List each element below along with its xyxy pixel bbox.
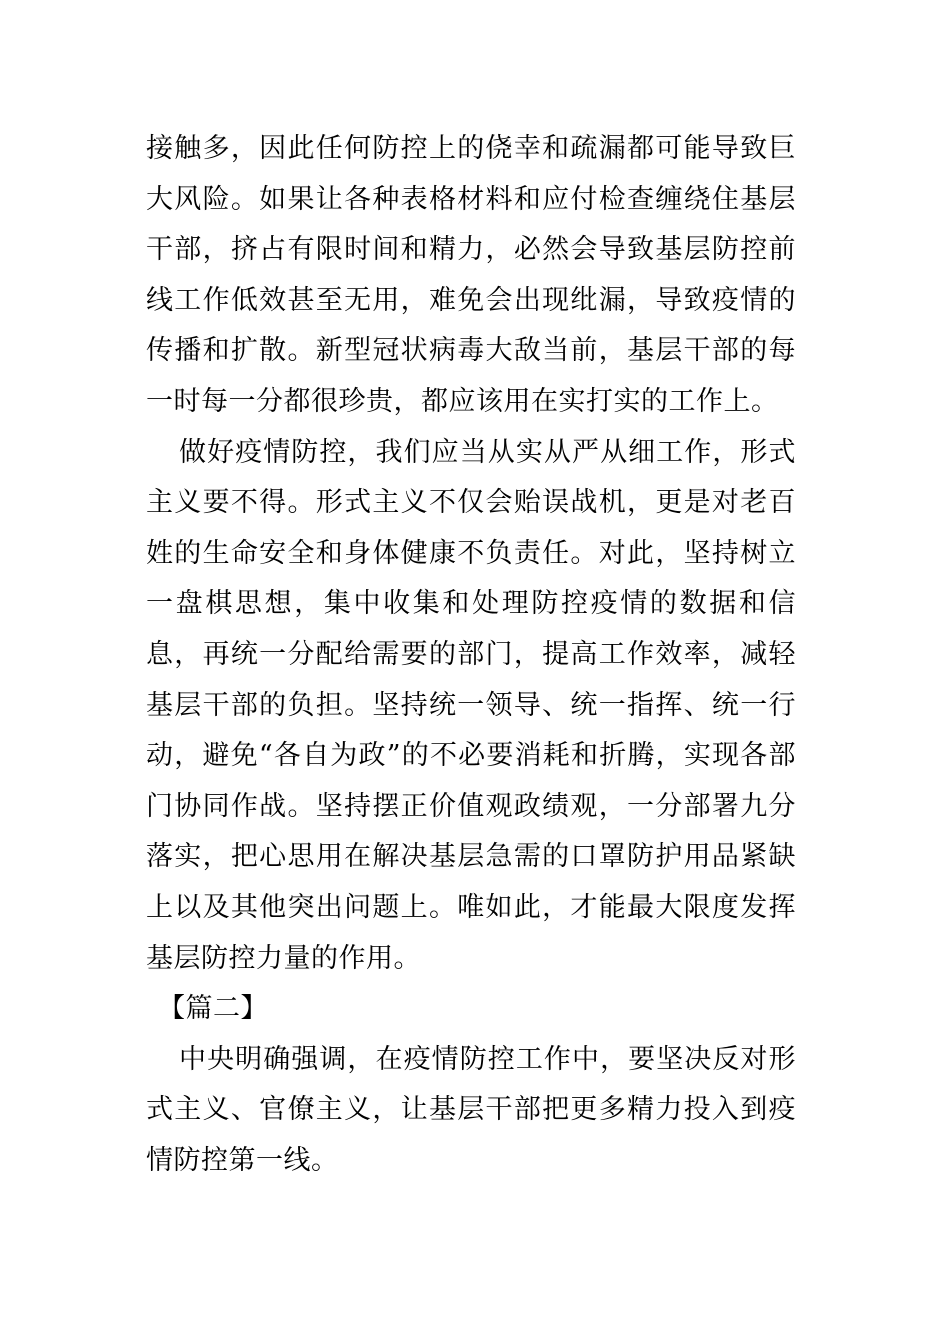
section-heading: 【篇二】 <box>158 993 268 1025</box>
document-body <box>146 124 796 1186</box>
paragraph-continuation: 接触多，因此任何防控上的侥幸和疏漏都可能导致巨大风险。如果让各种表格材料和应付检查缠绕住基层干部，挤占有限时间和精力，必然会导致基层防控前线工作低效甚至无用，难免会出现纰漏，导致疫情的传播和扩散。新型冠状病毒大敌当前，基层干部的每一时每一分都很珍贵，都应该用在实打实的工作上。 <box>146 133 796 417</box>
paragraph-formalism: 做好疫情防控，我们应当从实从严从细工作，形式主义要不得。形式主义不仅会贻误战机，更是对老百姓的生命安全和身体健康不负责任。对此，坚持树立一盘棋思想，集中收集和处理防控疫情的数据和信息，再统一分配给需要的部门，提高工作效率，减轻基层干部的负担。坚持统一领导、统一指挥、统一行动，避免“各自为政”的不必要消耗和折腾，实现各部门协同作战。坚持摆正价值观政绩观，一分部署九分落实，把心思用在解决基层急需的口罩防护用品紧缺上以及其他突出问题上。唯如此，才能最大限度发挥基层防控力量的作用。 <box>146 436 796 974</box>
paragraph-section-two: 中央明确强调，在疫情防控工作中，要坚决反对形式主义、官僚主义，让基层干部把更多精力投入到疫情防控第一线。 <box>146 1043 796 1176</box>
